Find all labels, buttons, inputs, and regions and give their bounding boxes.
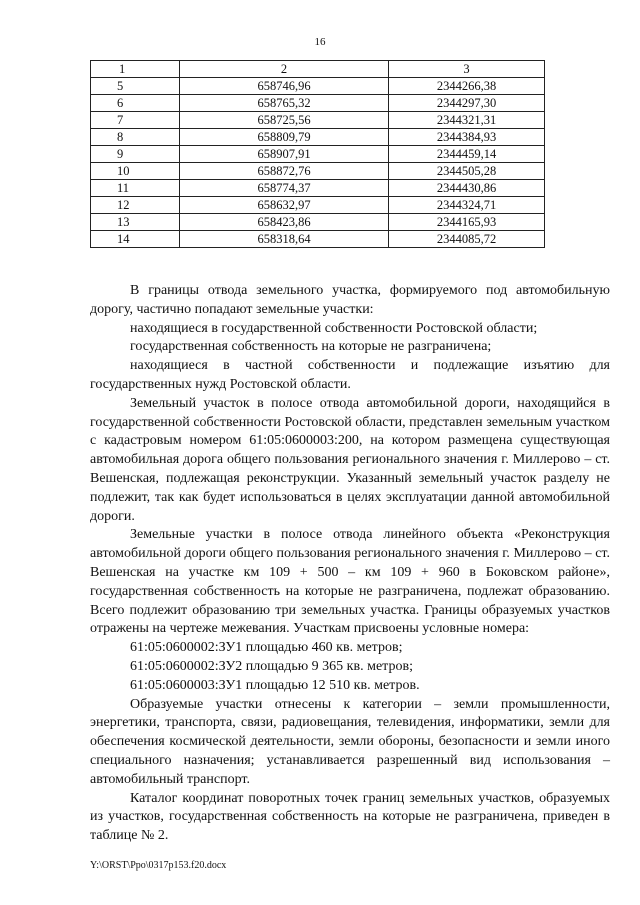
table-cell: 2344085,72	[389, 231, 545, 248]
table-row	[91, 146, 545, 163]
list-item: 61:05:0600002:ЗУ2 площадью 9 365 кв. метров;	[130, 658, 413, 674]
table-row	[91, 231, 545, 248]
table-cell: 658872,76	[180, 163, 389, 180]
table-row	[91, 197, 545, 214]
table-cell: 2344384,93	[389, 129, 545, 146]
footer-file-path: Y:\ORST\Ppo\0317p153.f20.docx	[90, 860, 227, 871]
table-cell: 9	[91, 146, 180, 163]
table-header-cell: 2	[180, 61, 389, 78]
table-cell: 10	[91, 163, 180, 180]
table-row	[91, 214, 545, 231]
table-cell: 2344297,30	[389, 95, 545, 112]
table-cell: 658318,64	[180, 231, 389, 248]
paragraph: Каталог координат поворотных точек границ земельных участков, образуемых из участков, государственная собственность на которые не разграничена, приведен в таблице № 2.	[90, 790, 610, 844]
table-cell: 658765,32	[180, 95, 389, 112]
paragraph: В границы отвода земельного участка, формируемого под автомобильную дорогу, частично попадают земельные участки:	[90, 283, 610, 317]
page-number: 16	[314, 36, 326, 48]
table-cell: 2344505,28	[389, 163, 545, 180]
table-row	[91, 112, 545, 129]
table-cell: 6	[91, 95, 180, 112]
table-cell: 658725,56	[180, 112, 389, 129]
table-row	[91, 78, 545, 95]
table-header-row	[91, 61, 545, 78]
table-cell: 658809,79	[180, 129, 389, 146]
table-cell: 8	[91, 129, 180, 146]
table-header-cell: 1	[91, 61, 180, 78]
table-cell: 2344430,86	[389, 180, 545, 197]
paragraph: Земельные участки в полосе отвода линейного объекта «Реконструкция автомобильной дороги общего пользования регионального значения г. Миллерово – ст. Вешенская на участке км 109 + 500 – км 109 + 960 в Боковском районе», государственная собственность на которые не разграничена, подлежат образованию. Всего подлежит образованию три земельных участка. Границы образуемых участков отражены на чертеже межевания. Участкам присвоены условные номера:	[90, 527, 610, 637]
table-cell: 14	[91, 231, 180, 248]
list-item: находящиеся в частной собственности и подлежащие изъятию для государственных нужд Ростовской области.	[90, 358, 610, 392]
table-cell: 658746,96	[180, 78, 389, 95]
paragraph: Образуемые участки отнесены к категории – земли промышленности, энергетики, транспорта, связи, радиовещания, телевидения, информатики, земли для обеспечения космической деятельности, земли обороны, безопасности и земли иного специального назначения; устанавливается разрешенный вид использования – автомобильный транспорт.	[90, 696, 610, 787]
list-item: 61:05:0600002:ЗУ1 площадью 460 кв. метров;	[130, 640, 403, 656]
coordinates-table	[90, 60, 545, 248]
table-row	[91, 180, 545, 197]
table-cell: 13	[91, 214, 180, 231]
table-cell: 658774,37	[180, 180, 389, 197]
table-row	[91, 163, 545, 180]
table-cell: 2344459,14	[389, 146, 545, 163]
table-cell: 7	[91, 112, 180, 129]
table-cell: 658423,86	[180, 214, 389, 231]
table-header-cell: 3	[389, 61, 545, 78]
list-item: государственная собственность на которые не разграничена;	[130, 339, 492, 355]
list-item: находящиеся в государственной собственности Ростовской области;	[130, 320, 538, 336]
table-cell: 12	[91, 197, 180, 214]
document-body	[90, 282, 610, 846]
table-cell: 2344266,38	[389, 78, 545, 95]
table-row	[91, 95, 545, 112]
table-cell: 11	[91, 180, 180, 197]
table-cell: 2344321,31	[389, 112, 545, 129]
table-cell: 658907,91	[180, 146, 389, 163]
table-row	[91, 129, 545, 146]
table-cell: 658632,97	[180, 197, 389, 214]
table-cell: 2344324,71	[389, 197, 545, 214]
paragraph: Земельный участок в полосе отвода автомобильной дороги, находящийся в государственной собственности Ростовской области, представлен земельным участком с кадастровым номером 61:05:0600003:200, на котором размещена существующая автомобильная дорога общего пользования регионального значения г. Миллерово – ст. Вешенская, подлежащая реконструкции. Указанный земельный участок разделу не подлежит, так как будет использоваться в целях эксплуатации данной автомобильной дороги.	[90, 395, 610, 524]
table-cell: 2344165,93	[389, 214, 545, 231]
table-cell: 5	[91, 78, 180, 95]
list-item: 61:05:0600003:ЗУ1 площадью 12 510 кв. метров.	[130, 677, 420, 693]
